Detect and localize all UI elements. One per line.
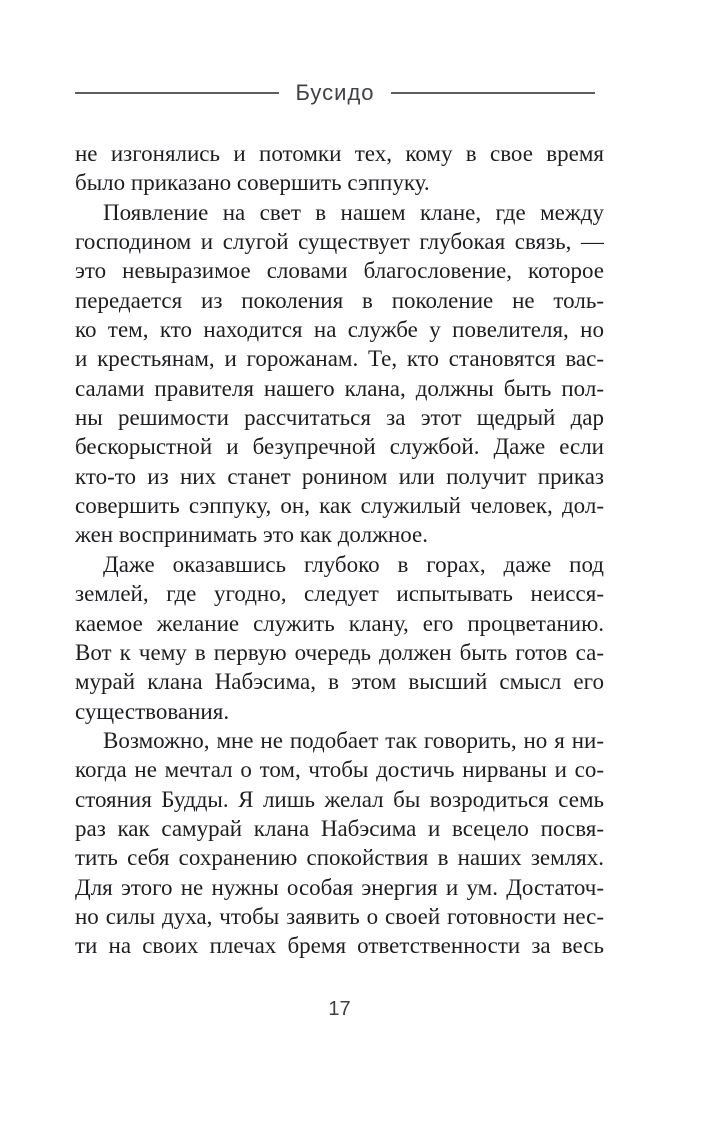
text-line: но силы духа, чтобы заявить о своей готовности нес- <box>75 903 604 929</box>
text-line: передается из поколения в поколение не толь- <box>75 287 604 313</box>
text-line: ко тем, кто находится на службе у повелителя, но <box>75 317 604 343</box>
body-text <box>75 139 604 961</box>
text-line: бескорыстной и безупречной службой. Даже если <box>75 434 604 460</box>
text-line: стояния Будды. Я лишь желал бы возродиться семь <box>75 786 604 812</box>
text-line: и крестьянам, и горожанам. Те, кто становятся вас- <box>75 346 604 372</box>
text-line: Для этого не нужны особая энергия и ум. Достаточ- <box>75 874 604 900</box>
text-line: салами правителя нашего клана, должны быть пол- <box>75 375 604 401</box>
text-line: Вот к чему в первую очередь должен быть готов са- <box>75 639 604 665</box>
text-line: тить себя сохранению спокойствия в наших землях. <box>75 845 604 871</box>
header-rule-left <box>75 92 279 94</box>
text-line: ны решимости рассчитаться за этот щедрый дар <box>75 405 604 431</box>
text-line: мурай клана Набэсима, в этом высший смысл его <box>75 669 604 695</box>
header-rule-right <box>391 92 595 94</box>
running-head <box>75 80 595 106</box>
running-head-title: Бусидо <box>295 80 375 105</box>
text-line: землей, где угодно, следует испытывать неисся- <box>75 581 604 607</box>
text-line: Даже оказавшись глубоко в горах, даже под <box>103 551 604 577</box>
text-line: раз как самурай клана Набэсима и всецело посвя- <box>75 815 604 841</box>
text-line: ти на своих плечах бремя ответственности за весь <box>75 933 604 959</box>
text-line: совершить сэппуку, он, как служилый человек, дол- <box>75 493 604 519</box>
text-line: Появление на свет в нашем клане, где между <box>103 199 604 225</box>
text-line: существования. <box>75 698 230 724</box>
text-line: Возможно, мне не подобает так говорить, но я ни- <box>103 727 604 753</box>
text-line: господином и слугой существует глубокая связь, — <box>75 229 604 255</box>
page-number: 17 <box>328 998 351 1020</box>
text-line: было приказано совершить сэппуку. <box>75 170 430 196</box>
text-line: жен воспринимать это как должное. <box>75 522 429 548</box>
text-line: каемое желание служить клану, его процветанию. <box>75 610 604 636</box>
text-line: не изгонялись и потомки тех, кому в свое время <box>75 141 604 166</box>
text-line: кто-то из них станет ронином или получит приказ <box>75 463 604 489</box>
text-line: когда не мечтал о том, чтобы достичь нирваны и со- <box>75 757 604 783</box>
text-line: это невыразимое словами благословение, которое <box>75 258 604 284</box>
